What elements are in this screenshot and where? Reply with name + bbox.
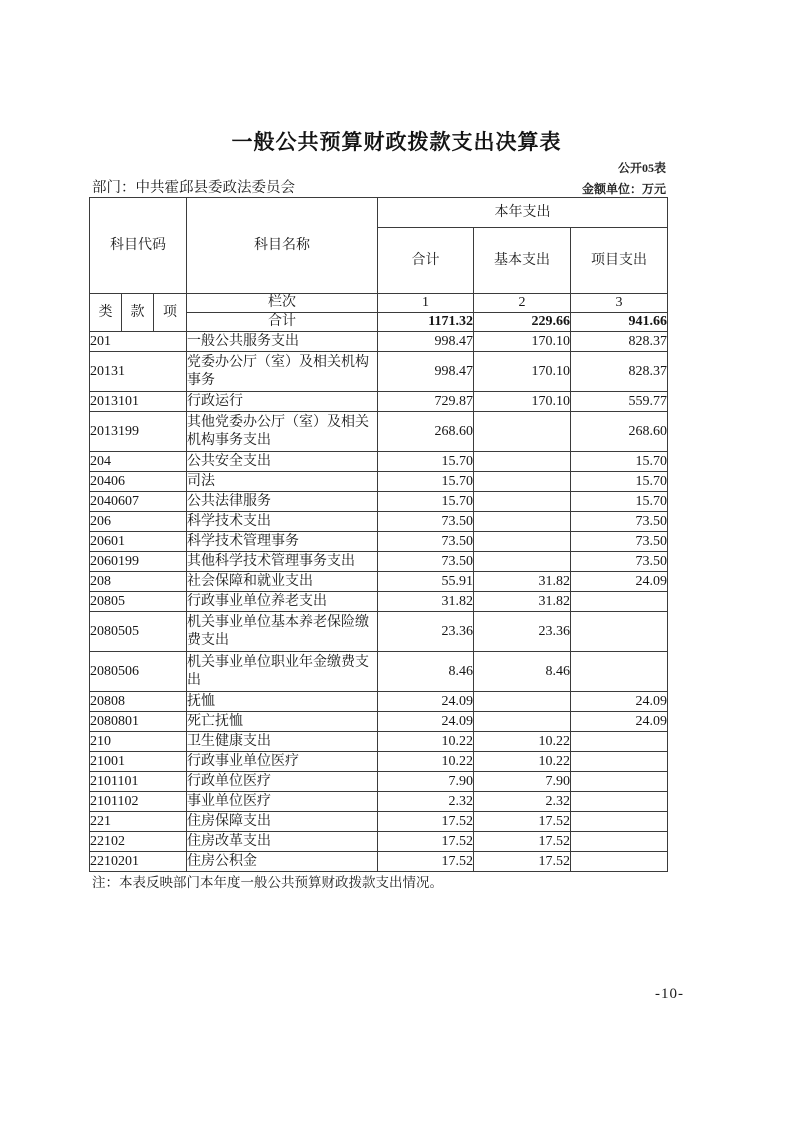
project-cell: 15.70 — [571, 492, 668, 512]
table-row — [90, 852, 668, 872]
total-cell: 15.70 — [378, 452, 474, 472]
name-cell: 科学技术支出 — [187, 512, 378, 532]
basic-cell — [474, 412, 571, 452]
table-row — [90, 412, 668, 452]
code-cell: 20808 — [90, 692, 187, 712]
project-cell: 268.60 — [571, 412, 668, 452]
total-cell: 23.36 — [378, 612, 474, 652]
project-cell — [571, 732, 668, 752]
table-row — [90, 772, 668, 792]
code-cell: 2040607 — [90, 492, 187, 512]
basic-cell — [474, 512, 571, 532]
code-cell: 2080801 — [90, 712, 187, 732]
table-row — [90, 492, 668, 512]
name-cell: 其他党委办公厅（室）及相关机构事务支出 — [187, 412, 378, 452]
basic-cell — [474, 532, 571, 552]
table-row — [90, 712, 668, 732]
basic-cell: 31.82 — [474, 592, 571, 612]
project-cell: 73.50 — [571, 512, 668, 532]
project-cell — [571, 612, 668, 652]
table-row — [90, 592, 668, 612]
table-row — [90, 812, 668, 832]
code-cell: 2013199 — [90, 412, 187, 452]
table-note: 注：本表反映部门本年度一般公共预算财政拨款支出情况。 — [92, 875, 443, 890]
project-cell — [571, 772, 668, 792]
total-cell: 24.09 — [378, 692, 474, 712]
name-cell: 行政事业单位养老支出 — [187, 592, 378, 612]
table-row — [90, 352, 668, 392]
project-cell — [571, 832, 668, 852]
basic-cell — [474, 472, 571, 492]
project-cell: 73.50 — [571, 552, 668, 572]
project-cell: 828.37 — [571, 352, 668, 392]
code-cell: 2080505 — [90, 612, 187, 652]
code-cell: 22102 — [90, 832, 187, 852]
basic-cell: 170.10 — [474, 352, 571, 392]
project-cell: 828.37 — [571, 332, 668, 352]
table-row — [90, 532, 668, 552]
code-cell: 20131 — [90, 352, 187, 392]
basic-cell — [474, 692, 571, 712]
table-row — [90, 732, 668, 752]
name-cell: 科学技术管理事务 — [187, 532, 378, 552]
header-subject-code: 科目代码 — [90, 198, 187, 294]
table-row — [90, 332, 668, 352]
header-section: 款 — [122, 294, 154, 332]
total-cell: 10.22 — [378, 732, 474, 752]
project-cell — [571, 752, 668, 772]
header-row-1 — [90, 198, 668, 228]
name-cell: 行政单位医疗 — [187, 772, 378, 792]
code-cell: 2013101 — [90, 392, 187, 412]
header-column-2: 2 — [474, 294, 571, 313]
name-cell: 一般公共服务支出 — [187, 332, 378, 352]
page-number: -10- — [655, 986, 684, 1002]
code-cell: 221 — [90, 812, 187, 832]
header-column-1: 1 — [378, 294, 474, 313]
project-cell — [571, 852, 668, 872]
project-cell: 24.09 — [571, 712, 668, 732]
code-cell: 2101101 — [90, 772, 187, 792]
code-cell: 206 — [90, 512, 187, 532]
header-project-spending: 项目支出 — [571, 228, 668, 294]
project-cell: 559.77 — [571, 392, 668, 412]
basic-cell: 17.52 — [474, 852, 571, 872]
total-cell: 17.52 — [378, 812, 474, 832]
total-cell: 15.70 — [378, 492, 474, 512]
basic-cell — [474, 712, 571, 732]
header-item: 项 — [154, 294, 187, 332]
basic-cell — [474, 492, 571, 512]
basic-cell: 17.52 — [474, 832, 571, 852]
grand-total-project: 941.66 — [571, 313, 668, 332]
basic-cell: 170.10 — [474, 392, 571, 412]
header-column-3: 3 — [571, 294, 668, 313]
header-total: 合计 — [378, 228, 474, 294]
name-cell: 公共安全支出 — [187, 452, 378, 472]
header-row-3 — [90, 294, 668, 313]
project-cell — [571, 812, 668, 832]
total-cell: 2.32 — [378, 792, 474, 812]
code-cell: 210 — [90, 732, 187, 752]
project-cell: 15.70 — [571, 452, 668, 472]
name-cell: 机关事业单位基本养老保险缴费支出 — [187, 612, 378, 652]
table-row — [90, 392, 668, 412]
header-column-label: 栏次 — [187, 294, 378, 313]
code-cell: 2080506 — [90, 652, 187, 692]
code-cell: 21001 — [90, 752, 187, 772]
code-cell: 20805 — [90, 592, 187, 612]
code-cell: 20601 — [90, 532, 187, 552]
project-cell: 24.09 — [571, 692, 668, 712]
table-row — [90, 792, 668, 812]
code-cell: 2060199 — [90, 552, 187, 572]
name-cell: 公共法律服务 — [187, 492, 378, 512]
basic-cell — [474, 452, 571, 472]
name-cell: 司法 — [187, 472, 378, 492]
name-cell: 其他科学技术管理事务支出 — [187, 552, 378, 572]
code-cell: 2210201 — [90, 852, 187, 872]
total-cell: 7.90 — [378, 772, 474, 792]
name-cell: 住房改革支出 — [187, 832, 378, 852]
basic-cell: 7.90 — [474, 772, 571, 792]
table-code-label: 公开05表 — [617, 161, 666, 175]
table-row — [90, 472, 668, 492]
table-row — [90, 572, 668, 592]
basic-cell: 8.46 — [474, 652, 571, 692]
total-cell: 17.52 — [378, 832, 474, 852]
total-cell: 73.50 — [378, 512, 474, 532]
basic-cell: 10.22 — [474, 732, 571, 752]
project-cell — [571, 592, 668, 612]
total-cell: 17.52 — [378, 852, 474, 872]
name-cell: 行政事业单位医疗 — [187, 752, 378, 772]
total-cell: 24.09 — [378, 712, 474, 732]
basic-cell: 170.10 — [474, 332, 571, 352]
name-cell: 抚恤 — [187, 692, 378, 712]
header-basic-spending: 基本支出 — [474, 228, 571, 294]
budget-table — [89, 197, 668, 872]
total-cell: 10.22 — [378, 752, 474, 772]
project-cell: 15.70 — [571, 472, 668, 492]
header-current-year-spending: 本年支出 — [378, 198, 668, 228]
table-row — [90, 552, 668, 572]
name-cell: 死亡抚恤 — [187, 712, 378, 732]
total-cell: 268.60 — [378, 412, 474, 452]
department-label: 部门：中共霍邱县委政法委员会 — [92, 180, 295, 196]
grand-total-basic: 229.66 — [474, 313, 571, 332]
name-cell: 住房公积金 — [187, 852, 378, 872]
basic-cell: 2.32 — [474, 792, 571, 812]
project-cell — [571, 652, 668, 692]
project-cell — [571, 792, 668, 812]
grand-total-label: 合计 — [187, 313, 378, 332]
name-cell: 住房保障支出 — [187, 812, 378, 832]
basic-cell: 10.22 — [474, 752, 571, 772]
total-cell: 55.91 — [378, 572, 474, 592]
grand-total-total: 1171.32 — [378, 313, 474, 332]
table-row — [90, 512, 668, 532]
table-row — [90, 452, 668, 472]
project-cell: 24.09 — [571, 572, 668, 592]
amount-unit-label: 金额单位：万元 — [581, 182, 666, 196]
table-row — [90, 652, 668, 692]
basic-cell — [474, 552, 571, 572]
total-cell: 729.87 — [378, 392, 474, 412]
table-row — [90, 612, 668, 652]
code-cell: 208 — [90, 572, 187, 592]
total-cell: 31.82 — [378, 592, 474, 612]
header-subject-name: 科目名称 — [187, 198, 378, 294]
code-cell: 2101102 — [90, 792, 187, 812]
total-cell: 15.70 — [378, 472, 474, 492]
name-cell: 卫生健康支出 — [187, 732, 378, 752]
table-body — [90, 332, 668, 872]
name-cell: 党委办公厅（室）及相关机构事务 — [187, 352, 378, 392]
project-cell: 73.50 — [571, 532, 668, 552]
name-cell: 社会保障和就业支出 — [187, 572, 378, 592]
total-cell: 8.46 — [378, 652, 474, 692]
total-cell: 73.50 — [378, 552, 474, 572]
code-cell: 201 — [90, 332, 187, 352]
name-cell: 事业单位医疗 — [187, 792, 378, 812]
basic-cell: 23.36 — [474, 612, 571, 652]
name-cell: 机关事业单位职业年金缴费支出 — [187, 652, 378, 692]
basic-cell: 17.52 — [474, 812, 571, 832]
table-row — [90, 832, 668, 852]
header-category: 类 — [90, 294, 122, 332]
page-title: 一般公共预算财政拨款支出决算表 — [231, 131, 562, 154]
total-cell: 998.47 — [378, 352, 474, 392]
table-row — [90, 692, 668, 712]
basic-cell: 31.82 — [474, 572, 571, 592]
code-cell: 204 — [90, 452, 187, 472]
name-cell: 行政运行 — [187, 392, 378, 412]
total-cell: 998.47 — [378, 332, 474, 352]
total-cell: 73.50 — [378, 532, 474, 552]
code-cell: 20406 — [90, 472, 187, 492]
table-row — [90, 752, 668, 772]
